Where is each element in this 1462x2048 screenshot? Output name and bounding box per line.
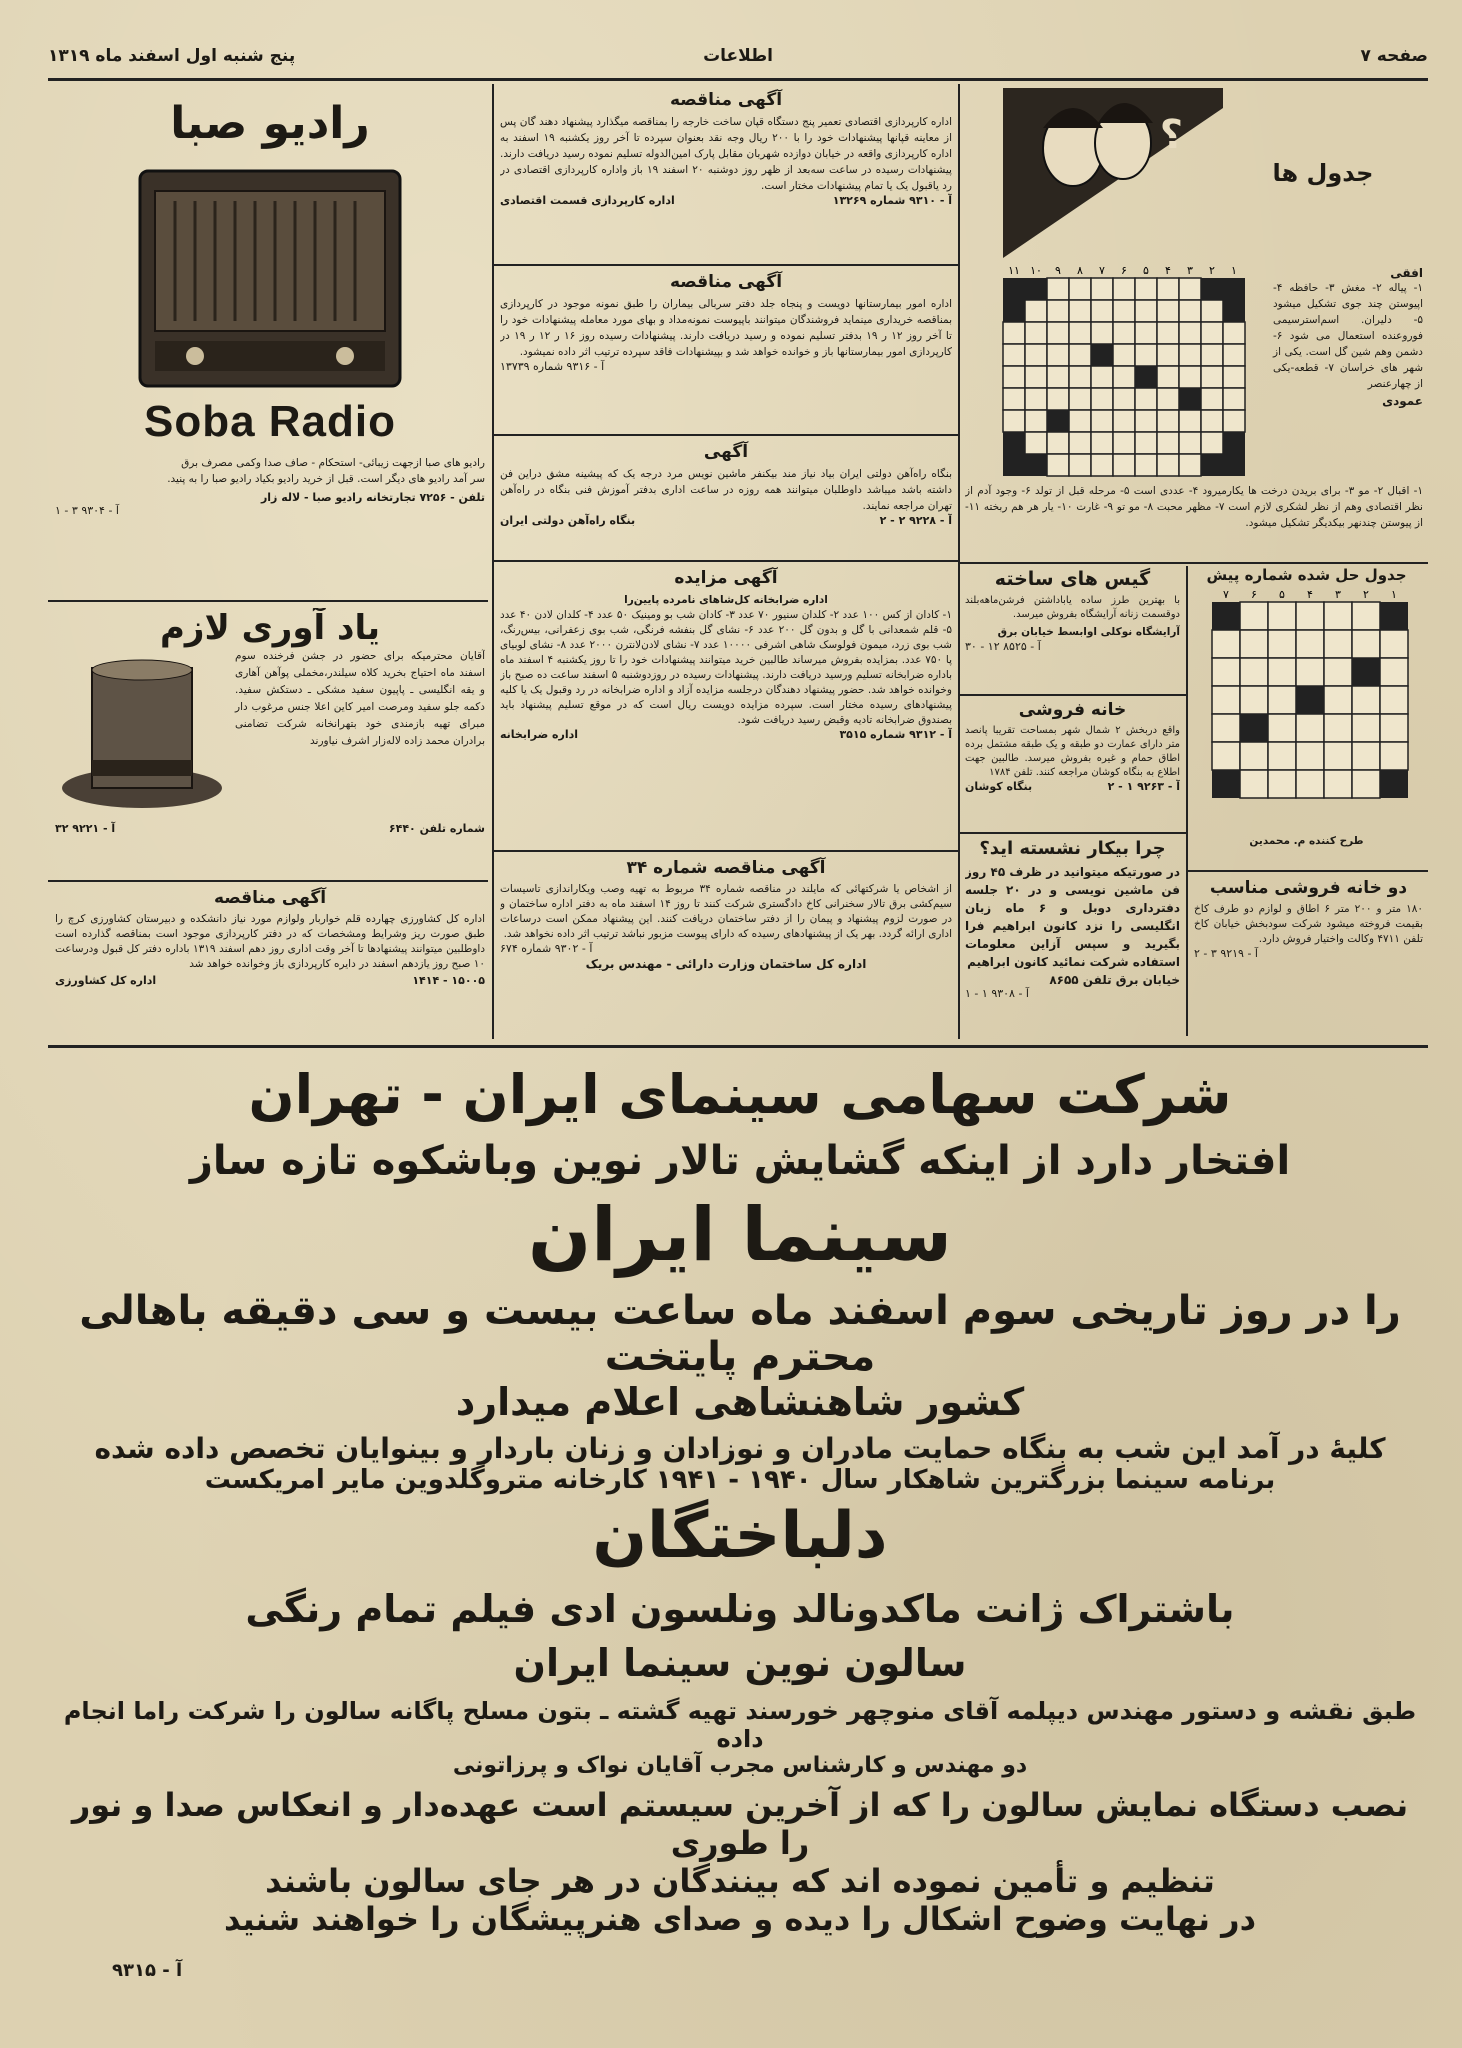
crossword-cell: [1069, 344, 1091, 366]
solution-cell: [1268, 602, 1296, 630]
cinema-company: شرکت سهامی سینمای ایران - تهران: [248, 1063, 1232, 1126]
solution-cell: [1212, 602, 1240, 630]
crossword-cell: [1025, 454, 1047, 476]
crossword-cell: [1179, 322, 1201, 344]
crossword-vertical: ۱- اقبال ۲- مو ۳- برای بریدن درخت ها یکارمیرود ۴- عددی است ۵- مرحله قبل از تولد ۶- وجود آدم از نظر اقتصادی وهم از نظر لشکری لازم است ۷- مظهر محبت ۸- مو تو ۹- غارت ۱۰- یار هر هم ربخته ۱۱- از پیوستن چندنهر بیکدیگر تشکیل میشود.: [965, 485, 1423, 529]
salon-sound: تنظیم و تأمین نموده اند که بینندگان در هر جای سالون باشند: [265, 1862, 1215, 1900]
tender2-code: آ - ۹۳۱۶ شماره ۱۳۷۳۹: [500, 360, 605, 373]
solution-number: ۲: [1363, 588, 1369, 601]
radio-brand: Soba Radio: [143, 397, 397, 446]
solution-cell: [1268, 658, 1296, 686]
volume-knob: [336, 347, 354, 365]
crossword-cell: [1135, 454, 1157, 476]
solution-number: ۴: [1307, 588, 1313, 601]
auction-title: آگهی مزایده: [674, 568, 778, 588]
railway-code: آ - ۹۲۲۸ ۲ - ۲: [879, 514, 952, 527]
crossword-cell: [1223, 300, 1245, 322]
solution-cell: [1380, 602, 1408, 630]
crossword-number: ۸: [1077, 264, 1083, 277]
crossword-cell: [1091, 322, 1113, 344]
crossword-horizontal: ۱- پیاله ۲- مغش ۳- حافظه ۴- اپیوستن چند جوی تشکیل میشود ۵- دلیران. اسم‌استرسیمی فوروعنده استعمال می شود ۶- دشمن وهم شین گل است. یکی از شهر های خراسان ۷- قطعه‌-یکی از چهارعنصر: [1273, 282, 1423, 390]
crossword-cell: [1047, 388, 1069, 410]
solution-cell: [1212, 630, 1240, 658]
solution-cell: [1324, 630, 1352, 658]
crossword-horizontal-label: افقی: [1390, 266, 1423, 280]
section-rule: [48, 1045, 1428, 1048]
house-sale-ad: [965, 698, 1180, 828]
crossword-cell: [1025, 322, 1047, 344]
crossword-cell: [1003, 300, 1025, 322]
film-cast: باشتراک ژانت ماکدونالد ونلسون ادی فیلم تمام رنگی: [245, 1587, 1235, 1631]
solution-cell: [1380, 686, 1408, 714]
solution-cell: [1240, 686, 1268, 714]
house2-title: دو خانه فروشی مناسب: [1209, 878, 1408, 898]
crossword-cell: [1201, 388, 1223, 410]
railway-title: آگهی: [703, 442, 749, 462]
rule: [494, 560, 958, 562]
hat-title: یاد آوری لازم: [160, 608, 380, 648]
solution-number: ۳: [1335, 588, 1341, 601]
house-text: واقع دربخش ۲ شمال شهر بمساحت تقریبا پانصد متر دارای عمارت دو طبقه و یک طبقه مشتمل برده اطاق حمام و غیره بفروش میرسد. طالبین جهت اطلاع به بنگاه کوشان مراجعه کنند. تلفن ۱۷۸۴: [965, 725, 1180, 778]
crossword-cell: [1091, 366, 1113, 388]
crossword-cell: [1025, 432, 1047, 454]
house-code: آ - ۹۲۶۳ ۱ - ۲: [1107, 780, 1180, 793]
crossword-cell: [1157, 410, 1179, 432]
cinema-name: سینما ایران: [527, 1192, 953, 1278]
solution-cell: [1296, 714, 1324, 742]
cinema-announcement: افتخار دارد از اینکه گشایش تالار نوین وباشکوه تازه ساز: [189, 1138, 1291, 1184]
auction-ad: [500, 566, 952, 846]
rule: [960, 694, 1186, 696]
solution-number: ۵: [1279, 588, 1285, 601]
crossword-number: ۱۱: [1008, 264, 1020, 277]
crossword-cell: [1091, 278, 1113, 300]
solution-cell: [1240, 630, 1268, 658]
solution-cell: [1324, 686, 1352, 714]
crossword-cell: [1179, 344, 1201, 366]
crossword-cell: [1047, 366, 1069, 388]
crossword-cell: [1069, 300, 1091, 322]
railway-text: بنگاه راه‌آهن دولتی ایران بیاد نیاز مند بیکنفر ماشین نویس مرد درجه یک که پیشینه مشق دراین فن داشته باشد میباشد داوطلبان میتوانند همه روزه در ساعت اداری بدفتر آموزش فنی بنگاه در راه‌آهن تهران مراجعه نمایند.: [500, 468, 952, 512]
solution-cell: [1324, 658, 1352, 686]
cinema-charity: کلیهٔ در آمد این شب به بنگاه حمایت مادران و نوزادان و زنان باردار و بینوایان تخصص داده شده: [94, 1432, 1386, 1465]
solution-cell: [1268, 770, 1296, 798]
crossword-cell: [1157, 432, 1179, 454]
solution-cell: [1324, 714, 1352, 742]
solution-cell: [1212, 714, 1240, 742]
solution-cell: [1240, 714, 1268, 742]
column-rule: [1186, 566, 1188, 1036]
auction-subtitle: اداره ضرابخانه کل‌شاهای نامرده پایین‌را: [624, 594, 828, 606]
hair-title: گیس های ساخته: [994, 568, 1151, 590]
agri-title: آگهی مناقصه: [213, 888, 327, 908]
crossword-cell: [1223, 432, 1245, 454]
cinema-declaration: کشور شاهنشاهی اعلام میدارد: [455, 1380, 1025, 1424]
solution-cell: [1240, 770, 1268, 798]
crossword-cell: [1223, 322, 1245, 344]
crossword-number: ۲: [1209, 264, 1215, 277]
agri-sig: اداره کل کشاورزی: [55, 974, 157, 987]
tender1-title: آگهی مناقصه: [669, 90, 783, 110]
crossword-cell: [1047, 410, 1069, 432]
solution-cell: [1212, 658, 1240, 686]
auction-text: ۱- کادان از کس ۱۰۰ عدد ۲- کلدان سنیور ۷۰ عدد ۳- کادان شب بو ومینیک ۵۰ عدد ۴- کلدان لادن ۴۰ عدد ۵- قلم شمعدانی با گل و بدون گل ۲۰۰ عدد ۶- نشای گل بنفشه فرنگی، شب بوی زعفرانی، بیس‌رنگ، شب بوی زرد، میمون فولوسک شاهی اشرفی ۱۰۰۰۰ عدد ۷- نشای لادن‌لانترن ۲۰۰۰ عدد ۸- نشای لوبیای پا ۷۵۰ عدد. بمزایده بفروش میرساند طالبین خرید میتوانند پیشنهادات خود را تا روز یکشنبه ۴ اسفند ماه باداره ضرابخانه تسلیم ورسید دریافت دارند. پیشنهادات رسیده در روزدوشنبه ۵ اسفند ساعت ده صبح باز وخوانده خواهد شد. حضور پیشنهاد دهندگان درجلسه مزایده آزاد و اداره ضرابخانه در رد وقبول یک یا کلیه پیشنهادهای رسیده مختار است. سپرده مزایده دویست ریال است که در موقع تسلیم پیشنهاد باید بصندوق ضرابخانه تادیه وقبض رسید دریافت شود.: [500, 609, 952, 726]
crossword-cell: [1223, 454, 1245, 476]
crossword-cell: [1047, 432, 1069, 454]
crossword-cell: [1113, 432, 1135, 454]
rule: [48, 600, 488, 602]
crossword-cell: [1003, 388, 1025, 410]
tender-ad-34: [500, 856, 952, 1038]
crossword-cell: [1179, 454, 1201, 476]
crossword-cell: [1069, 454, 1091, 476]
two-houses-ad: [1194, 876, 1423, 1036]
cinema-iran-ad: [60, 1055, 1420, 2030]
crossword-cell: [1025, 300, 1047, 322]
crossword-cell: [1223, 344, 1245, 366]
solution-cell: [1352, 630, 1380, 658]
crossword-number: ۱۰: [1030, 264, 1042, 277]
crossword-cell: [1201, 410, 1223, 432]
crossword-cell: [1091, 344, 1113, 366]
solution-cell: [1296, 602, 1324, 630]
solution-cell: [1240, 602, 1268, 630]
crossword-cell: [1047, 344, 1069, 366]
crossword-cell: [1179, 300, 1201, 322]
crossword-cell: [1179, 366, 1201, 388]
solution-cell: [1240, 658, 1268, 686]
film-title: دلباختگان: [592, 1499, 888, 1573]
auction-sig: اداره ضرابخانه: [500, 728, 579, 741]
salon-equipment: نصب دستگاه نمایش سالون را که از آخرین سیستم است عهده‌دار و انعکاس صدا و نور را طوری: [71, 1786, 1409, 1862]
crossword-cell: [1113, 322, 1135, 344]
salon-clarity: در نهایت وضوح اشکال را دیده و صدای هنرپیشگان را خواهند شنید: [223, 1900, 1257, 1938]
why-text: در صورتیکه میتوانید در ظرف ۴۵ روز فن ماشین نویسی و در ۲۰ جلسه دفترداری دوبل و ۶ ماه زبان انگلیسی را نزد کانون ابراهیم فرا بگیرید و سپس آزاین معلومات استفاده شرکت نمائید کانون ابراهیم: [965, 865, 1180, 969]
crossword-cell: [1179, 278, 1201, 300]
crossword-cell: [1113, 344, 1135, 366]
crossword-cell: [1025, 344, 1047, 366]
cinema-date: را در روز تاریخی سوم اسفند ماه ساعت بیست و سی دقیقه باهالی محترم پایتخت: [79, 1288, 1401, 1380]
crossword-cell: [1003, 344, 1025, 366]
issue-date: پنج شنبه اول اسفند ماه ۱۳۱۹: [48, 46, 296, 66]
rule: [48, 880, 488, 882]
cinema-code: آ - ۹۳۱۵: [112, 1960, 183, 1981]
newspaper-name: اطلاعات: [703, 46, 773, 66]
crossword-cell: [1025, 410, 1047, 432]
crossword-cell: [1223, 410, 1245, 432]
why-idle-ad: [965, 836, 1180, 1036]
crossword-cell: [1135, 410, 1157, 432]
crossword-cell: [1135, 322, 1157, 344]
solution-cell: [1296, 742, 1324, 770]
radio-code: آ - ۹۳۰۴ ۳ - ۱: [55, 504, 119, 517]
tender-ad-2: [500, 270, 952, 430]
crossword-cell: [1223, 278, 1245, 300]
crossword-cell: [1047, 300, 1069, 322]
crossword-cell: [1201, 344, 1223, 366]
crossword-cell: [1069, 410, 1091, 432]
crossword-cell: [1069, 278, 1091, 300]
solution-cell: [1324, 770, 1352, 798]
tuning-knob: [186, 347, 204, 365]
solution-cell: [1212, 770, 1240, 798]
crossword-cell: [1179, 432, 1201, 454]
hair-ad: [965, 566, 1180, 690]
hat-phone: شماره تلفن ۶۴۴۰: [388, 822, 485, 835]
solution-cell: [1380, 714, 1408, 742]
crossword-cell: [1003, 322, 1025, 344]
tender34-text: از اشخاص یا شرکتهائی که مایلند در مناقصه شماره ۳۴ مربوط به تهیه وصب ویکاراندازی تاسیسات سیم‌کشی برق تالار سخنرانی کاخ دادگستری شرکت کنند تا روز ۱۴ اسفند ماه به دفتر اداره ساختمان و در صورت لزوم پیشنهاد و پیمان را از دفتر ساختمان دریافت کنند. این پیشنهاد ممکن است درساعات اداری ارائه گردد. بهر یک از پیشنهادهای رسیده که دارای پیوست مزبور نباشد ترتیب اثر داده نخواهد شد.: [500, 883, 952, 940]
rule: [494, 434, 958, 436]
crossword-cell: [1025, 388, 1047, 410]
radio-text-1: رادیو های صبا ازجهت زیبائی- استحکام - صاف صدا وکمی مصرف برق: [181, 457, 485, 469]
solution-cell: [1268, 742, 1296, 770]
solution-cell: [1352, 602, 1380, 630]
crossword-cell: [1223, 366, 1245, 388]
solution-cell: [1240, 742, 1268, 770]
radio-text: [55, 455, 485, 487]
crossword-cell: [1201, 454, 1223, 476]
crossword-cell: [1135, 388, 1157, 410]
crossword-cell: [1069, 432, 1091, 454]
crossword-cell: [1091, 454, 1113, 476]
crossword-vertical-label: عمودی: [1382, 394, 1423, 408]
crossword-cell: [1157, 366, 1179, 388]
crossword-cell: [1113, 410, 1135, 432]
hair-text: با بهترین طرز ساده یاباداشتن فرشن‌ماهه‌بلند دوقسمت زنانه آرایشگاه بفروش میرسد.: [965, 595, 1180, 620]
why-sig: خیابان برق تلفن ۸۶۵۵: [1049, 973, 1180, 987]
solution-cell: [1268, 714, 1296, 742]
solution-cell: [1268, 630, 1296, 658]
crossword-title: جدول ها: [1272, 159, 1374, 187]
crossword-cell: [1047, 278, 1069, 300]
hat-code: آ - ۹۲۲۱ ۳۲: [55, 822, 116, 835]
solution-number: ۷: [1223, 588, 1229, 601]
crossword-number: ۱: [1231, 264, 1237, 277]
rule: [960, 562, 1428, 564]
crossword-cell: [1201, 300, 1223, 322]
solution-cell: [1212, 742, 1240, 770]
solution-cell: [1352, 770, 1380, 798]
tender34-sig: اداره کل ساختمان وزارت دارائی - مهندس بریک: [585, 957, 867, 971]
solution-cell: [1380, 742, 1408, 770]
radio-text-2: سر آمد رادیو های دیگر است. قبل از خرید رادیو بکیاد رادیو صبا را به پنید.: [167, 473, 485, 485]
crossword-cell: [1003, 454, 1025, 476]
crossword-cell: [1025, 366, 1047, 388]
salon-engineers: دو مهندس و کارشناس مجرب آقایان نواک و پرزاتونی: [452, 1753, 1028, 1778]
crossword-number: ۶: [1121, 264, 1127, 277]
crossword-cell: [1135, 278, 1157, 300]
solution-cell: [1380, 658, 1408, 686]
auction-code: آ - ۹۳۱۲ شماره ۳۵۱۵: [839, 728, 952, 741]
crossword-cell: [1223, 388, 1245, 410]
solution-cell: [1296, 630, 1324, 658]
crossword-cell: [1201, 278, 1223, 300]
tender34-code: آ - ۹۳۰۲ شماره ۶۷۴: [500, 942, 593, 955]
crossword-cell: [1091, 410, 1113, 432]
crossword-cell: [1003, 278, 1025, 300]
solution-cell: [1268, 686, 1296, 714]
crossword-cell: [1157, 278, 1179, 300]
couple-illustration: [1003, 88, 1223, 258]
crossword-cell: [1157, 300, 1179, 322]
crossword-cell: [1201, 366, 1223, 388]
masthead: [48, 40, 1428, 76]
solution-cell: [1296, 770, 1324, 798]
solution-cell: [1324, 742, 1352, 770]
crossword-number: ۹: [1055, 264, 1061, 277]
crossword-cell: [1091, 432, 1113, 454]
masthead-rule: [48, 78, 1428, 81]
page-number: صفحه ۷: [1360, 46, 1428, 66]
rule: [494, 264, 958, 266]
crossword-cell: [1025, 278, 1047, 300]
why-code: آ - ۹۳۰۸ ۱ - ۱: [965, 987, 1029, 1000]
crossword-cell: [1113, 366, 1135, 388]
radio-title: رادیو صبا: [170, 98, 370, 149]
solution-cell: [1212, 686, 1240, 714]
solution-number: ۱: [1391, 588, 1397, 601]
tender1-text: اداره کارپردازی اقتصادی تعمیر پنج دستگاه قپان ساخت خارجه را بمناقصه میگذارد پیشنهاد دهند گان پس از معاینه قپانها پیشنهادات خود را با ۲۰۰ ریال وجه نقد بعنوان سپرده تا آخر روز یکشنبه ۱۹ اسفند به اداره کارپردازی واقعه در خیابان دوازده شهربان مقابل پارک امین‌الدوله تسلیم نموده رسید دریافت دارند. پیشنهادات رسیده در ساعت سه‌بعد از ظهر روز دوشنبه ۲۰ اسفند ۱۹ باز واداره کارپردازی اقتصادی در رد یاقبول یک یا تمام پیشنهادات مختار است.: [500, 116, 952, 192]
rule: [1188, 870, 1428, 872]
crossword-cell: [1179, 388, 1201, 410]
crossword-cell: [1047, 322, 1069, 344]
svg-text:؟: ؟: [1159, 112, 1183, 158]
solution-cell: [1324, 602, 1352, 630]
crossword-cell: [1069, 388, 1091, 410]
tender2-title: آگهی مناقصه: [669, 272, 783, 292]
crossword-cell: [1135, 366, 1157, 388]
hat-ad: [55, 608, 485, 876]
crossword-cell: [1113, 454, 1135, 476]
house-title: خانه فروشی: [1018, 700, 1127, 720]
crossword-cell: [1135, 344, 1157, 366]
railway-sig: بنگاه راه‌آهن دولتی ایران: [500, 514, 636, 527]
house2-code: آ - ۹۲۱۹ ۳ - ۲: [1194, 947, 1258, 960]
crossword-cell: [1135, 300, 1157, 322]
agri-ad: [55, 886, 485, 1036]
crossword-cell: [1003, 366, 1025, 388]
tender1-code: آ - ۹۳۱۰ شماره ۱۳۲۶۹: [832, 194, 952, 207]
crossword-cell: [1135, 432, 1157, 454]
crossword-cell: [1157, 454, 1179, 476]
crossword-cell: [1157, 322, 1179, 344]
rule: [960, 832, 1186, 834]
salon-name: سالون نوین سینما ایران: [513, 1641, 967, 1685]
tender2-text: اداره امور بیمارستانها دویست و پنجاه جلد دفتر سربالی بیماران را طبق نمونه موجود در کارپردازی بمناقصه خریداری مینماید فروشندگان میتوانند باپیوست نمونه‌مداد و بهای مورد معامله پیشنهادات خود را تا آخر روز ۱۲ ر ۱۹ بدفتر تسلیم نموده و رسید دریافت دارند. پیشنهادات رسیده روز ۱۶ ر ۱۲ ر ۱۹ در کارپردازی امور بیمارستانها باز و خوانده خواهد شد و بپیشنهادات فاقد سپرده ترتیب اثر داده نمیشود.: [500, 298, 952, 358]
tender-ad-1: [500, 88, 952, 260]
solution-cell: [1296, 686, 1324, 714]
radio-illustration: [135, 161, 405, 391]
crossword-cell: [1069, 366, 1091, 388]
solution-section: [1190, 566, 1423, 866]
crossword-cell: [1003, 432, 1025, 454]
solution-number: ۶: [1251, 588, 1257, 601]
crossword-number: ۴: [1165, 264, 1171, 277]
solution-grid: [1198, 584, 1423, 829]
crossword-cell: [1157, 344, 1179, 366]
crossword-cell: [1091, 388, 1113, 410]
crossword-cell: [1201, 322, 1223, 344]
cinema-program: برنامه سینما بزرگترین شاهکار سال ۱۹۴۰ - ۱۹۴۱ کارخانه متروگلدوین مایر امریکست: [204, 1465, 1276, 1495]
solution-cell: [1352, 658, 1380, 686]
hair-sig: آرایشگاه نوکلی اوابسط خیابان برق: [997, 626, 1180, 638]
crossword-cell: [1113, 278, 1135, 300]
rule: [494, 850, 958, 852]
salon-architect: طبق نقشه و دستور مهندس دیپلمه آقای منوچهر خورسند تهیه گشته ـ بتون مسلح پاگانه سالون را شرکت راما انجام داده: [63, 1697, 1417, 1753]
house-sig: بنگاه کوشان: [965, 780, 1033, 793]
hat-text: آقایان محترمیکه برای حضور در جشن فرخنده سوم اسفند ماه احتیاج بخرید کلاه سیلندر،مخملی پوآهن آهاری و یقه انگلیسی ـ پاپیون سفید مشکی ـ دستکش سفید. دکمه جلو سفید ومرصت امیر کاین اعلا جنس مرغوب دار مبرای تهیه بازمندی خود بتهرانخانه شرکت تضامنی برادران محمد زاده لاله‌زار اشرف نیاورند: [235, 650, 485, 747]
railway-ad: [500, 440, 952, 556]
crossword-number: ۳: [1187, 264, 1193, 277]
solution-cell: [1296, 658, 1324, 686]
top-hat-illustration: [57, 648, 227, 818]
crossword-section: [965, 88, 1423, 558]
radio-ad: [55, 88, 485, 596]
solution-title: جدول حل شده شماره پیش: [1206, 566, 1407, 584]
solution-cell: [1380, 770, 1408, 798]
crossword-cell: [1069, 322, 1091, 344]
why-title: چرا بیکار نشسته اید؟: [979, 838, 1166, 859]
radio-phone: تلفن - ۷۲۵۶ تجارتخانه رادیو صبا - لاله زار: [260, 491, 485, 504]
crossword-cell: [1157, 388, 1179, 410]
crossword-cell: [1179, 410, 1201, 432]
solution-cell: [1352, 742, 1380, 770]
crossword-cell: [1201, 432, 1223, 454]
house2-text: ۱۸۰ متر و ۲۰۰ متر ۶ اطاق و لوازم دو طرف کاخ بقیمت فروخته میشود شرکت سودبخش خیابان کاخ تلفن ۴۷۱۱ وکالت واختیار فروش دارد.: [1194, 903, 1423, 945]
crossword-number: ۷: [1099, 264, 1105, 277]
solution-credit: طرح کننده م. محمدین: [1249, 835, 1364, 847]
solution-cell: [1352, 686, 1380, 714]
tender1-sig: اداره کارپردازی قسمت اقتصادی: [500, 194, 675, 207]
crossword-cell: [1113, 300, 1135, 322]
solution-cell: [1352, 714, 1380, 742]
crossword-number: ۵: [1143, 264, 1149, 277]
crossword-cell: [1003, 410, 1025, 432]
crossword-cell: [1113, 388, 1135, 410]
hair-code: آ - ۸۵۲۵ ۱۲ - ۳۰: [965, 640, 1041, 653]
crossword-cell: [1091, 300, 1113, 322]
solution-cell: [1380, 630, 1408, 658]
agri-text: اداره کل کشاورزی چهارده قلم خواربار ولوازم مورد نیاز دانشکده و دبیرستان کشاورزی کرچ را طبق صورت ریز وشرایط ومشخصات که در دفتر کارپردازی موجود است بمناقصه گذارده است داوطلبین میتوانند پیشنهادها تا آخر وقت اداری روز دهم اسفند ۱۳۱۹ باداره دفتر کل قبول ودرساعت ۱۰ صبح روز یازدهم اسفند در دایره کارپردازی باز وخوانده خواهد شد: [55, 913, 485, 970]
tender34-title: آگهی مناقصه شماره ۳۴: [626, 858, 826, 878]
crossword-grid: [983, 264, 1273, 479]
crossword-cell: [1047, 454, 1069, 476]
agri-code: ۱۴۱۴ - ۱۵۰۰۵: [412, 974, 485, 987]
